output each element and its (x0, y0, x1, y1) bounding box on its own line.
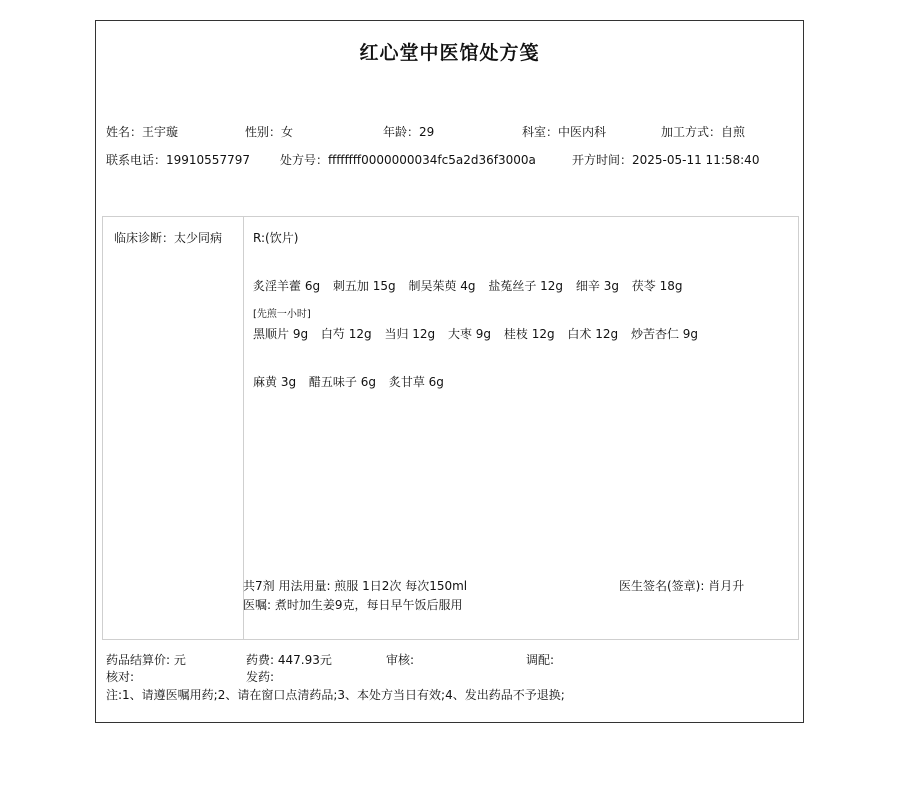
medical-advice: 医嘱: 煮时加生姜9克，每日早午饭后服用 (243, 598, 463, 612)
herb-item: 炙甘草 6g (388, 375, 444, 389)
herb-item: 黑顺片 9g (253, 327, 309, 341)
prescription-sheet (95, 20, 804, 723)
settlement-price: 药品结算价: 元 (106, 653, 186, 667)
department: 科室：中医内科 (522, 125, 607, 139)
contact-phone: 联系电话：19910557797 (106, 153, 250, 167)
herb-item: 白术 12g (567, 327, 619, 341)
clinical-diagnosis: 临床诊断：太少同病 (114, 231, 223, 245)
herb-row-3 (253, 373, 453, 390)
herb-item: 细辛 3g (575, 279, 619, 293)
review-field: 审核: (386, 653, 415, 667)
patient-age: 年龄：29 (383, 125, 435, 139)
herb-item: 炒苦杏仁 9g (630, 327, 699, 341)
herb-item: 制吴茱萸 4g (408, 279, 476, 293)
prescription-title: 红心堂中医馆处方笺 (359, 42, 540, 64)
usage-dosage: 共7剂 用法用量: 煎服 1日2次 每次150ml (243, 579, 468, 593)
dispense-field: 发药: (246, 670, 275, 684)
prescription-body (102, 216, 799, 640)
column-divider (243, 217, 244, 639)
herb-item: 醋五味子 6g (308, 375, 376, 389)
prescription-number: 处方号：ffffffff0000000034fc5a2d36f3000a (280, 153, 536, 167)
dispensing-prep-field: 调配: (526, 653, 555, 667)
patient-name: 姓名：王宇璇 (106, 125, 179, 139)
herb-item: 当归 12g (384, 327, 436, 341)
prescription-time: 开方时间：2025-05-11 11:58:40 (572, 153, 760, 167)
herb-item: 白芍 12g (320, 327, 372, 341)
herb-item: 刺五加 15g (332, 279, 396, 293)
doctor-signature: 医生签名(签章): 肖月升 (619, 579, 745, 593)
herb-item: 桂枝 12g (503, 327, 555, 341)
rx-header: R:(饮片) (253, 231, 299, 245)
patient-gender: 性别：女 (245, 125, 294, 139)
herb-note-decoct-first: [先煎一小时] (253, 309, 311, 320)
herb-item: 大枣 9g (447, 327, 492, 341)
herb-item: 盐菟丝子 12g (488, 279, 564, 293)
check-field: 核对: (106, 670, 135, 684)
processing-method: 加工方式：自煎 (661, 125, 746, 139)
herb-row-2 (253, 325, 707, 342)
herb-item: 茯苓 18g (631, 279, 683, 293)
herb-item: 炙淫羊藿 6g (253, 279, 321, 293)
herb-row-1 (253, 277, 691, 294)
footer-notice: 注:1、请遵医嘱用药;2、请在窗口点清药品;3、本处方当日有效;4、发出药品不予退换; (106, 688, 565, 702)
herb-item: 麻黄 3g (253, 375, 297, 389)
medicine-fee: 药费: 447.93元 (246, 653, 332, 667)
